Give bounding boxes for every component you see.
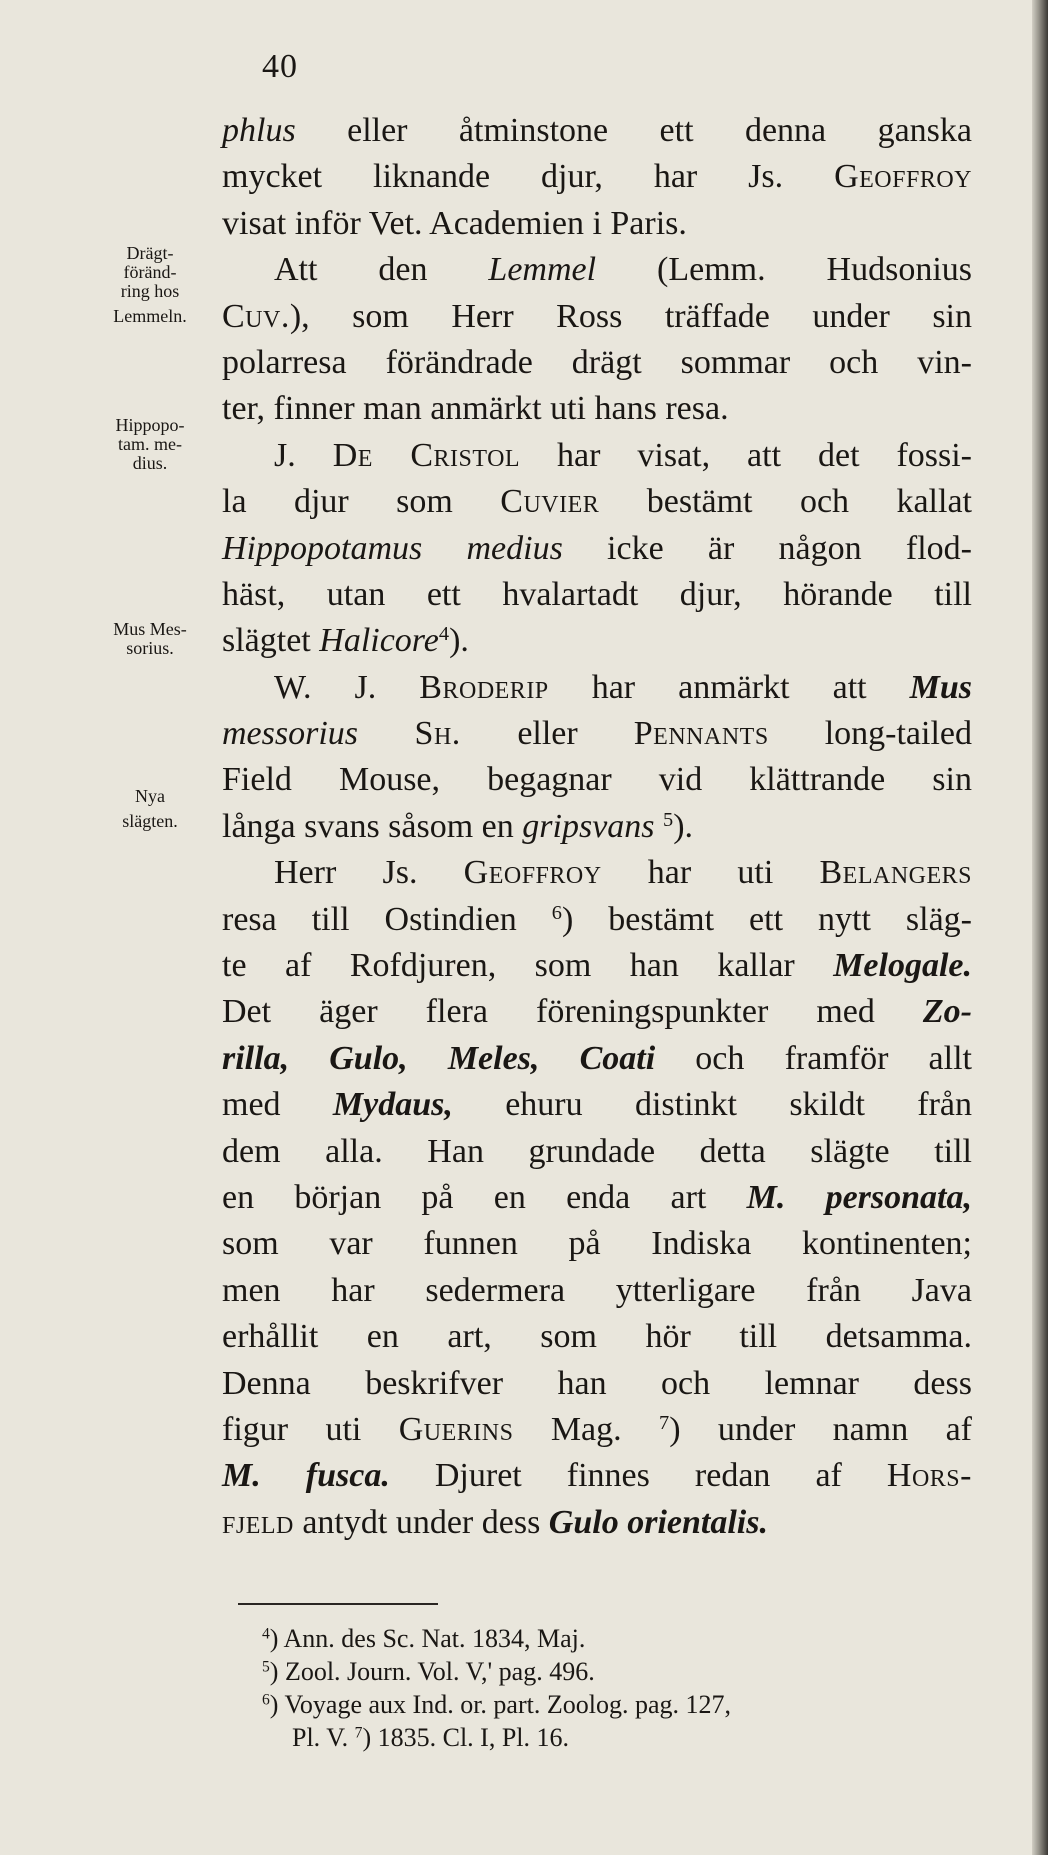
text-line: J. De Cristol har visat, att det fossi- [274, 436, 973, 474]
text-line: men har sedermera ytterligare från Java [222, 1271, 972, 1309]
margin-line: Hippopo- [115, 415, 185, 435]
footnote-ref: 5 [663, 808, 674, 831]
footnote-ref: 4 [438, 623, 450, 646]
margin-line: tam. me- [118, 434, 182, 454]
text-line: ter, finner man anmärkt uti hans resa. [222, 390, 729, 428]
margin-line: föränd- [123, 262, 177, 282]
text-line: Herr Js. Geoffroy har uti Belangers [274, 854, 972, 892]
text-line: resa till Ostindien $^6$) bestämt ett nytt släg- [222, 900, 972, 938]
margin-line: Lemmeln. [113, 306, 187, 326]
footnote: Pl. V. $^7$) 1835. Cl. I, Pl. 16. [292, 1723, 570, 1752]
text-line: slägtet Halicore$^4$). [222, 622, 469, 660]
text-line: phlus eller åtminstone ett denna ganska [222, 112, 972, 149]
margin-line: Nya [135, 786, 165, 806]
text-line: mycket liknande djur, har Js. Geoffroy [222, 158, 972, 196]
footnote: $^5$) Zool. Journ. Vol. V,' pag. 496. [262, 1657, 595, 1686]
text-line: dem alla. Han grundade detta slägte till [222, 1132, 972, 1170]
text-line: en början på en enda art M. personata, [222, 1178, 972, 1216]
text-line: Det äger flera föreningspunkter med Zo- [222, 993, 972, 1031]
text-line: la djur som Cuvier bestämt och kallat [222, 483, 972, 521]
footnote: $^6$) Voyage aux Ind. or. part. Zoolog. pag. 127, [262, 1690, 731, 1719]
text-line: med Mydaus, ehuru distinkt skildt från [222, 1086, 972, 1124]
text-line: erhållit en art, som hör till detsamma. [222, 1318, 972, 1356]
text-line: Field Mouse, begagnar vid klättrande sin [222, 761, 972, 799]
footnote-ref: 7 [659, 1411, 670, 1434]
page-edge-shadow [1032, 0, 1048, 1855]
page-number: 40 [262, 48, 298, 85]
text-line: Cuv.), som Herr Ross träffade under sin [222, 297, 972, 335]
footnotes [262, 1622, 982, 1754]
footnote: $^4$) Ann. des Sc. Nat. 1834, Maj. [262, 1624, 586, 1653]
margin-note-mus [104, 620, 196, 658]
margin-line: Mus Mes- [113, 619, 187, 639]
text-line: Denna beskrifver han och lemnar dess [222, 1364, 972, 1402]
footnote-divider [238, 1603, 438, 1605]
body-text [222, 108, 972, 1546]
text-line: polarresa förändrade drägt sommar och vin- [222, 343, 972, 381]
text-line: W. J. Broderip har anmärkt att Mus [274, 668, 973, 706]
text-line: långa svans såsom en gripsvans $^5$). [222, 807, 694, 845]
text-line: som var funnen på Indiska kontinenten; [222, 1225, 972, 1263]
margin-line: Drägt- [126, 243, 174, 263]
margin-line: dius. [132, 453, 168, 473]
text-line: te af Rofdjuren, som han kallar Melogale. [222, 947, 972, 985]
text-line: figur uti Guerins Mag. $^7$) under namn af [222, 1410, 973, 1448]
footnote-ref: 6 [551, 901, 562, 924]
margin-line: slägten. [122, 811, 178, 831]
text-line: fjeld antydt under dess Gulo orientalis. [222, 1503, 768, 1541]
text-line: M. fusca. Djuret finnes redan af Hors- [222, 1457, 972, 1495]
margin-line: ring hos [120, 281, 180, 301]
margin-line: sorius. [126, 638, 174, 658]
text-line: häst, utan ett hvalartadt djur, hörande till [222, 575, 972, 613]
margin-note-hippopotamus [104, 416, 196, 473]
text-line: Att den Lemmel (Lemm. Hudsonius [274, 251, 972, 289]
text-line: Hippopotamus medius icke är någon flod- [222, 529, 972, 567]
text-line: messorius Sh. eller Pennants long-tailed [222, 715, 972, 753]
text-line: visat inför Vet. Academien i Paris. [222, 204, 687, 242]
text-line: rilla, Gulo, Meles, Coati och framför allt [222, 1039, 972, 1077]
margin-note-dragt [104, 244, 196, 326]
margin-note-nya-slagten [104, 787, 196, 831]
